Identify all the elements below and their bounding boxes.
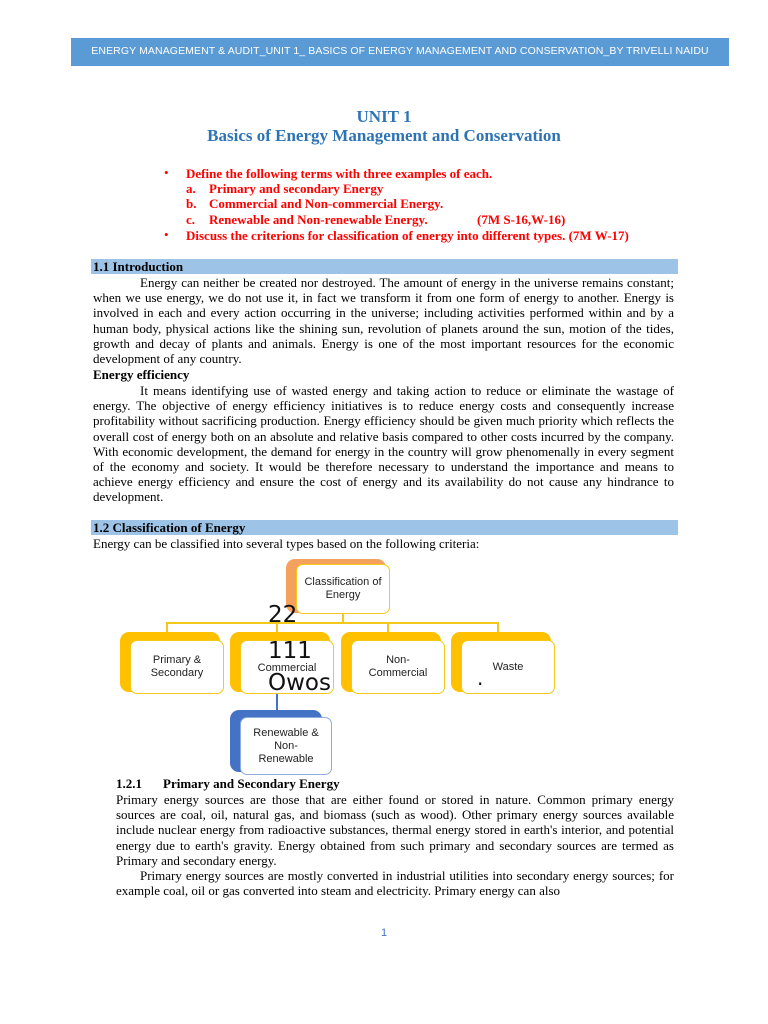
header-text: ENERGY MANAGEMENT & AUDIT_UNIT 1_ BASICS OF ENERGY MANAGEMENT AND CONSERVATION_BY TRIVELLI NAIDU [91, 45, 709, 57]
efficiency-paragraph [93, 383, 674, 505]
overlay-text: . [477, 666, 484, 690]
overlay-text: 111 [268, 638, 312, 664]
question-a: Primary and secondary Energy [209, 181, 384, 196]
introduction-text: Energy can neither be created nor destroyed. The amount of energy in the universe remains constant; when we use energy, we do not use it, in fact we transform it from one form of energy to another. Energy is involved in each and every action occurring in the universe; including activities performed within and by a human body, physical actions like the shining sun, revolution of planets around the sun, motion of the tides, growth and decay of plants and animals. Energy is one of the most important resources for the economic development of any country. [93, 275, 674, 367]
bullet-icon: • [164, 165, 169, 180]
subsection-heading: Primary and Secondary Energy [163, 776, 340, 791]
question-c-label: c. [186, 212, 196, 227]
section-heading: 1.2 Classification of Energy [93, 520, 246, 535]
diagram-node-root [296, 564, 390, 614]
unit-subtitle: Basics of Energy Management and Conservation [207, 126, 561, 145]
section-bar-classification [91, 520, 678, 535]
diagram-node-renewable [240, 717, 332, 775]
section-bar-introduction [91, 259, 678, 274]
question-c-marks: (7M S-16,W-16) [477, 212, 566, 227]
primary-text-1: Primary energy sources are those that are either found or stored in nature. Common primary energy sources are coal, oil, natural gas, and biomass (such as wood). Other primary energy sources available include nuclear energy from radioactive substances, thermal energy stored in earth's interior, and potential energy due to earth's gravity. Energy obtained from such primary and secondary sources are termed as Primary and secondary energy. [116, 792, 674, 868]
overlay-text: 22 [268, 602, 298, 628]
primary-paragraph-2 [116, 868, 674, 898]
diagram-node-primary [130, 640, 224, 694]
page-number: 1 [380, 927, 388, 939]
bullet-icon: • [164, 227, 169, 242]
primary-paragraph-1 [116, 792, 674, 868]
classification-text: Energy can be classified into several types based on the following criteria: [93, 536, 480, 551]
node-label: Commercial [257, 661, 317, 674]
question-1: Define the following terms with three examples of each. [186, 166, 493, 181]
question-b-label: b. [186, 196, 197, 211]
question-c: Renewable and Non-renewable Energy. [209, 212, 428, 227]
question-2: Discuss the criterions for classification of energy into different types. (7M W-17) [186, 228, 629, 243]
subsection-number: 1.2.1 [116, 776, 142, 791]
energy-efficiency-heading: Energy efficiency [93, 367, 190, 382]
question-a-label: a. [186, 181, 196, 196]
section-heading: 1.1 Introduction [93, 259, 184, 274]
overlay-text: Owos [268, 670, 331, 696]
unit-title: UNIT 1 [356, 107, 412, 126]
node-label: Renewable & Non-Renewable [253, 726, 319, 765]
efficiency-text: It means identifying use of wasted energy and taking action to reduce or eliminate the wastage of energy. The objective of energy efficiency initiatives is to reduce energy costs and consequently increase profitability without sacrificing production. Energy efficiency should be given much priority which reflects the overall cost of energy both on an absolute and relative basis compared to other costs incurred by the company. With economic development, the demand for energy in the country will grow phenomenally in every segment of the economy and society. It would be therefore necessary to understand the importance and means to achieve energy efficiency and ensure the cost of energy and its availability do not cause any hindrance to development. [93, 383, 674, 505]
question-b: Commercial and Non-commercial Energy. [209, 196, 444, 211]
node-label: Non-Commercial [368, 654, 428, 679]
introduction-paragraph [93, 275, 674, 366]
primary-text-2: Primary energy sources are mostly converted in industrial utilities into secondary energy sources; for example coal, oil or gas converted into steam and electricity. Primary energy can also [116, 868, 674, 899]
diagram-node-noncommercial [351, 640, 445, 694]
connector-line [166, 622, 498, 624]
node-label: Classification of Energy [304, 576, 382, 601]
diagram-node-waste [461, 640, 555, 694]
node-label: Primary & Secondary [150, 654, 204, 679]
classification-intro [93, 536, 674, 551]
node-label: Waste [492, 660, 524, 673]
page-header [71, 38, 729, 66]
